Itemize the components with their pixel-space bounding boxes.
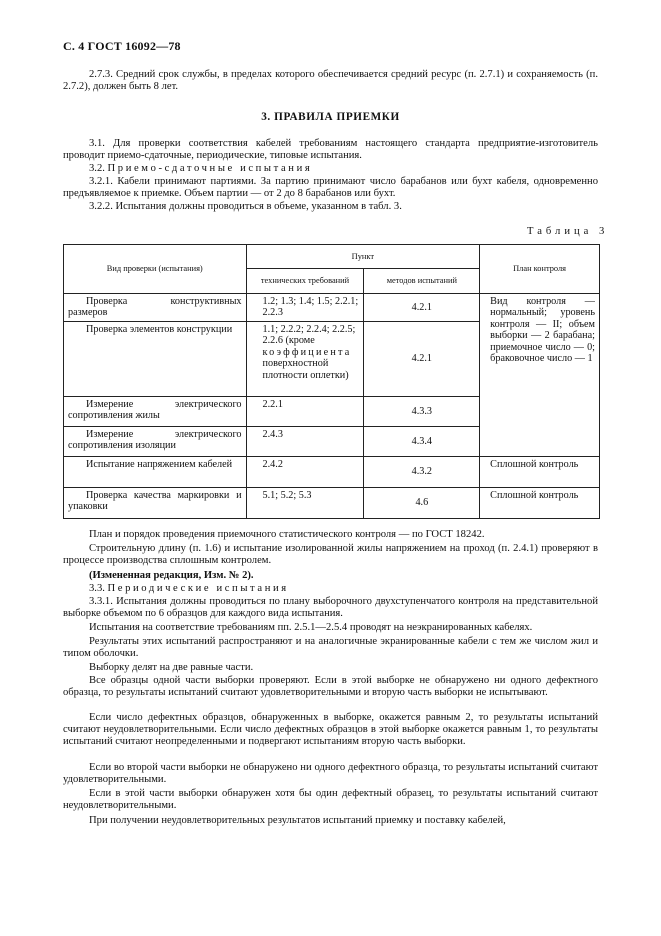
paragraph-this-part: Если в этой части выборки обнаружен хотя бы один дефектный образец, то результаты испытаний считают неудовлетворительными. — [63, 788, 598, 812]
cell-kind: Измерение электрического сопротивления жилы — [64, 397, 247, 427]
header-punkt: Пункт — [246, 245, 480, 269]
cell-plan: Сплошной контроль — [480, 488, 600, 519]
clause-title: Приемо-сдаточные испытания — [107, 163, 313, 174]
paragraph-second-part: Если во второй части выборки не обнаружено ни одного дефектного образца, то результаты испытаний считают удовлетворительными. — [63, 762, 598, 786]
cell-kind: Испытание напряжением кабелей — [64, 457, 247, 488]
paragraph-build-length: Строительную длину (п. 1.6) и испытание изолированной жилы напряжением на проход (п. 2.4.1) проверяют в процессе производства сплошным контролем. — [63, 543, 598, 567]
paragraph-3-1: 3.1. Для проверки соответствия кабелей требованиям настоящего стандарта предприятие-изготовитель проводит приемо-сдаточные, периодические, типовые испытания. — [63, 138, 598, 162]
cell-tech: 2.4.2 — [246, 457, 364, 488]
cell-plan: Сплошной контроль — [480, 457, 600, 488]
cell-method: 4.3.2 — [364, 457, 480, 488]
cell-plan: Вид контроля — нормальный; уровень контроля — II; объем выборки — 2 барабана; приемочное число — 0; браковочное число — 1 — [480, 294, 600, 457]
cell-kind: Проверка конструктивных размеров — [64, 294, 247, 322]
cell-method: 4.3.3 — [364, 397, 480, 427]
paragraph-3-3-heading — [63, 583, 598, 595]
cell-method: 4.3.4 — [364, 427, 480, 457]
cell-tech-line: 1.1; 2.2.2; 2.2.4; 2.2.5; 2.2.6 (кроме — [262, 324, 356, 347]
cell-tech — [246, 322, 364, 397]
cell-tech-line: коэффициента — [262, 346, 352, 358]
table-3 — [63, 244, 600, 519]
header-tech: технических требований — [246, 269, 364, 294]
page-header: С. 4 ГОСТ 16092—78 — [63, 39, 181, 53]
paragraph-3-2-heading — [63, 163, 598, 175]
paragraph-all-samples: Все образцы одной части выборки проверяют. Если в этой выборке не обнаружено ни одного дефектного образца, то результаты испытаний считают удовлетворительными и вторую часть выборки не испытывают. — [63, 675, 598, 699]
paragraph-if-defects: Если число дефектных образцов, обнаруженных в выборке, окажется равным 2, то результаты испытаний считают неудовлетворительными. Если число дефектных образцов в этой выборке окажется равным 1, то результаты испытаний считают неопределенными и подвергают испытаниям вторую часть выборки. — [63, 712, 598, 748]
cell-method: 4.2.1 — [364, 322, 480, 397]
header-kind: Вид проверки (испытания) — [64, 245, 247, 294]
cell-kind: Проверка качества маркировки и упаковки — [64, 488, 247, 519]
table-row — [64, 488, 600, 519]
paragraph-3-2-2: 3.2.2. Испытания должны проводиться в объеме, указанном в табл. 3. — [89, 201, 402, 212]
cell-tech-line: поверхностной плотности оплетки) — [262, 358, 349, 381]
table-caption: Таблица 3 — [527, 226, 609, 237]
header-plan: План контроля — [480, 245, 600, 294]
paragraph-3-3-1: 3.3.1. Испытания должны проводиться по плану выборочного двухступенчатого контроля на представительной выборке объемом по 6 образцов для каждого вида испытания. — [63, 596, 598, 620]
cell-kind: Проверка элементов конструкции — [64, 322, 247, 397]
cell-tech: 2.2.1 — [246, 397, 364, 427]
paragraph-plan: План и порядок проведения приемочного статистического контроля — по ГОСТ 18242. — [89, 529, 485, 540]
cell-tech: 2.4.3 — [246, 427, 364, 457]
table-row — [64, 294, 600, 322]
clause-title: Периодические испытания — [107, 583, 289, 594]
paragraph-last: При получении неудовлетворительных результатов испытаний приемку и поставку кабелей, — [89, 815, 506, 826]
paragraph-tests: Испытания на соответствие требованиям пп. 2.5.1—2.5.4 проводят на неэкранированных кабелях. — [89, 622, 533, 633]
paragraph-changed-edition: (Измененная редакция, Изм. № 2). — [89, 570, 254, 581]
clause-number: 3.2. — [89, 163, 105, 174]
paragraph-3-2-1: 3.2.1. Кабели принимают партиями. За партию принимают число барабанов или бухт кабеля, одновременно предъявляемое к приемке. Объем партии — от 2 до 8 барабанов или бухт. — [63, 176, 598, 200]
cell-tech: 1.2; 1.3; 1.4; 1.5; 2.2.1; 2.2.3 — [246, 294, 364, 322]
cell-tech: 5.1; 5.2; 5.3 — [246, 488, 364, 519]
cell-method: 4.6 — [364, 488, 480, 519]
section-title: 3. ПРАВИЛА ПРИЕМКИ — [261, 111, 400, 123]
paragraph-sample: Выборку делят на две равные части. — [89, 662, 254, 673]
table-row — [64, 457, 600, 488]
clause-number: 3.3. — [89, 583, 105, 594]
paragraph-2-7-3: 2.7.3. Средний срок службы, в пределах которого обеспечивается средний ресурс (п. 2.7.1) и сохраняемость (п. 2.7.2), должен быть 8 лет. — [63, 69, 598, 93]
cell-method: 4.2.1 — [364, 294, 480, 322]
header-methods: методов испытаний — [364, 269, 480, 294]
cell-kind: Измерение электрического сопротивления изоляции — [64, 427, 247, 457]
paragraph-results: Результаты этих испытаний распространяют и на аналогичные экранированные кабели с тем же числом жил и типом оболочки. — [63, 636, 598, 660]
